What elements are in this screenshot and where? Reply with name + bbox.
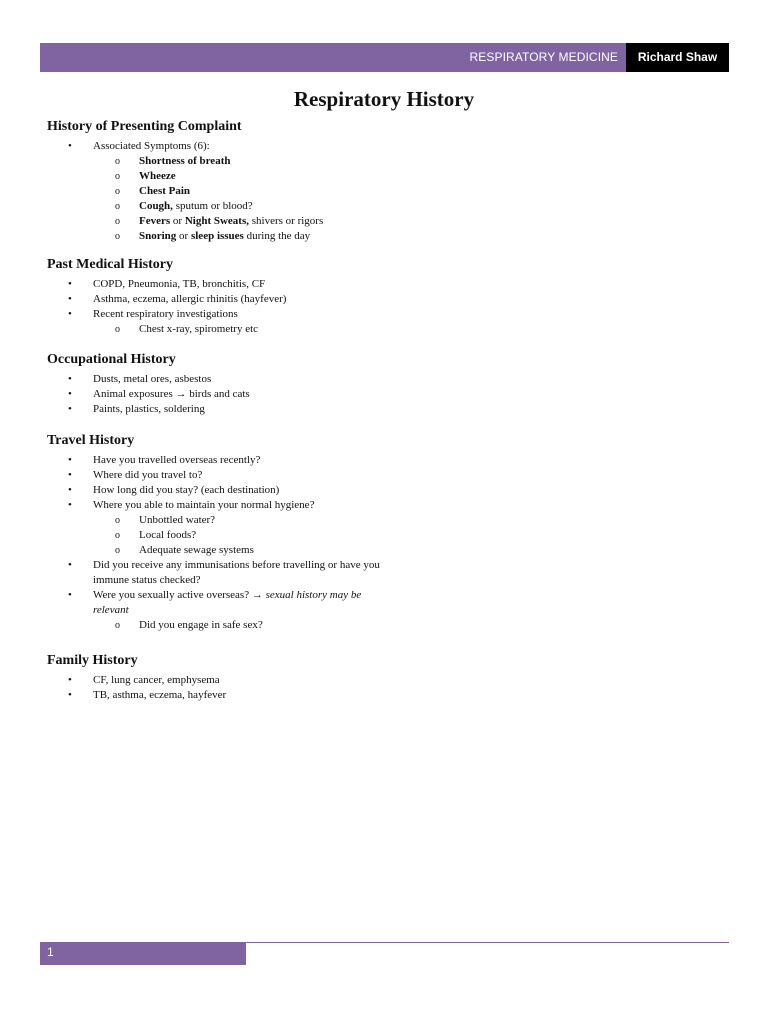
list-item: [47, 468, 447, 483]
sub-bullet-icon: o: [115, 324, 120, 335]
list-item: [47, 139, 447, 244]
symptom-label: Cough,: [139, 200, 173, 212]
list-item: [47, 277, 447, 292]
sub-list-item-text: Local foods?: [139, 529, 197, 541]
section-hpc: [47, 118, 447, 244]
sub-list-item: [93, 229, 447, 244]
list-item-text: CF, lung cancer, emphysema: [93, 674, 220, 686]
section-family: [47, 652, 447, 703]
symptom-detail: shivers or rigors: [249, 215, 324, 227]
list-item: [47, 558, 447, 588]
footer-page-box: [40, 942, 246, 965]
sub-bullet-icon: o: [115, 216, 120, 227]
symptom-label: Shortness of breath: [139, 155, 231, 167]
sub-list-item: [93, 184, 447, 199]
list-item-text: How long did you stay? (each destination): [93, 484, 280, 496]
bullet-icon: •: [68, 278, 72, 290]
list-item: [47, 292, 447, 307]
list-item: [47, 673, 447, 688]
section-occupational: [47, 351, 447, 417]
list-item-text: Paints, plastics, soldering: [93, 403, 205, 415]
list-item: [47, 483, 447, 498]
list-item-text: Have you travelled overseas recently?: [93, 454, 261, 466]
bullet-icon: •: [68, 689, 72, 701]
list-item-text: Did you receive any immunisations before travelling or have you immune status checked?: [93, 559, 380, 586]
list-item: [47, 387, 447, 402]
sub-list-item-text: Did you engage in safe sex?: [139, 619, 263, 631]
bullet-icon: •: [68, 484, 72, 496]
list-item-text: Where you able to maintain your normal hygiene?: [93, 499, 315, 511]
sub-list-item: [93, 214, 447, 229]
sub-list-item: [93, 543, 447, 558]
section-heading-travel: Travel History: [47, 433, 135, 448]
page-title: Respiratory History: [293, 87, 475, 111]
symptom-detail: during the day: [243, 230, 311, 242]
list-item-text: Were you sexually active overseas? →: [93, 589, 266, 601]
symptom-label: Fevers: [139, 215, 171, 227]
italic-note: sexual history may be relevant: [93, 589, 362, 616]
sub-bullet-icon: o: [115, 515, 120, 526]
list-item-text: TB, asthma, eczema, hayfever: [93, 689, 227, 701]
sub-bullet-icon: o: [115, 545, 120, 556]
list-item-text-wrap: [93, 588, 383, 618]
list-item: [47, 307, 447, 337]
header-bar: [40, 43, 729, 72]
bullet-icon: •: [68, 140, 72, 152]
bullet-icon: •: [68, 559, 72, 571]
bullet-icon: •: [68, 469, 72, 481]
bullet-icon: •: [68, 308, 72, 320]
bullet-icon: •: [68, 373, 72, 385]
sub-bullet-icon: o: [115, 201, 120, 212]
header-section-title: RESPIRATORY MEDICINE: [469, 50, 618, 64]
page-number: 1: [47, 945, 54, 959]
list-item-text: Dusts, metal ores, asbestos: [93, 373, 212, 385]
list-item: [47, 372, 447, 387]
section-travel: [47, 432, 447, 633]
bullet-icon: •: [68, 403, 72, 415]
sub-list-item: [93, 154, 447, 169]
sub-bullet-icon: o: [115, 231, 120, 242]
section-heading-pmh: Past Medical History: [47, 257, 173, 272]
sub-list-item: [93, 322, 447, 337]
bullet-icon: •: [68, 674, 72, 686]
symptom-detail: sputum or blood?: [172, 200, 253, 212]
symptom-label: Wheeze: [139, 170, 176, 182]
list-item-text: Associated Symptoms (6):: [93, 140, 210, 152]
bullet-icon: •: [68, 293, 72, 305]
list-item: [47, 453, 447, 468]
symptom-joiner: or: [170, 215, 185, 227]
sub-list-item: [93, 169, 447, 184]
sub-bullet-icon: o: [115, 156, 120, 167]
list-item-text: Asthma, eczema, allergic rhinitis (hayfever): [93, 293, 287, 305]
list-item: [47, 498, 447, 558]
symptom-label-2: Night Sweats,: [184, 215, 249, 227]
sub-bullet-icon: o: [115, 186, 120, 197]
sub-bullet-icon: o: [115, 171, 120, 182]
sub-list-item: [93, 513, 447, 528]
bullet-icon: •: [68, 499, 72, 511]
list-item: [47, 688, 447, 703]
header-author: Richard Shaw: [626, 43, 729, 72]
bullet-icon: •: [68, 388, 72, 400]
bullet-icon: •: [68, 589, 72, 601]
sub-list-item-text: Chest x-ray, spirometry etc: [139, 323, 259, 335]
sub-list-item-text: Unbottled water?: [139, 514, 216, 526]
list-item-text: Animal exposures → birds and cats: [93, 388, 250, 400]
sub-list-item: [93, 528, 447, 543]
list-item-text: Recent respiratory investigations: [93, 308, 238, 320]
sub-list-item: [93, 618, 447, 633]
bullet-icon: •: [68, 454, 72, 466]
section-heading-hpc: History of Presenting Complaint: [47, 119, 242, 134]
sub-bullet-icon: o: [115, 620, 120, 631]
symptom-label: Chest Pain: [139, 185, 191, 197]
list-item-text: Where did you travel to?: [93, 469, 203, 481]
list-item: [47, 402, 447, 417]
sub-list-item: [93, 199, 447, 214]
symptom-label: Snoring: [139, 230, 177, 242]
list-item-text: COPD, Pneumonia, TB, bronchitis, CF: [93, 278, 266, 290]
list-item: [47, 588, 447, 633]
sub-bullet-icon: o: [115, 530, 120, 541]
section-heading-family: Family History: [47, 653, 138, 668]
sub-list-item-text: Adequate sewage systems: [139, 544, 254, 556]
section-heading-occupational: Occupational History: [47, 352, 176, 367]
section-pmh: [47, 256, 447, 337]
symptom-joiner: or: [176, 230, 191, 242]
symptom-label-2: sleep issues: [190, 230, 244, 242]
